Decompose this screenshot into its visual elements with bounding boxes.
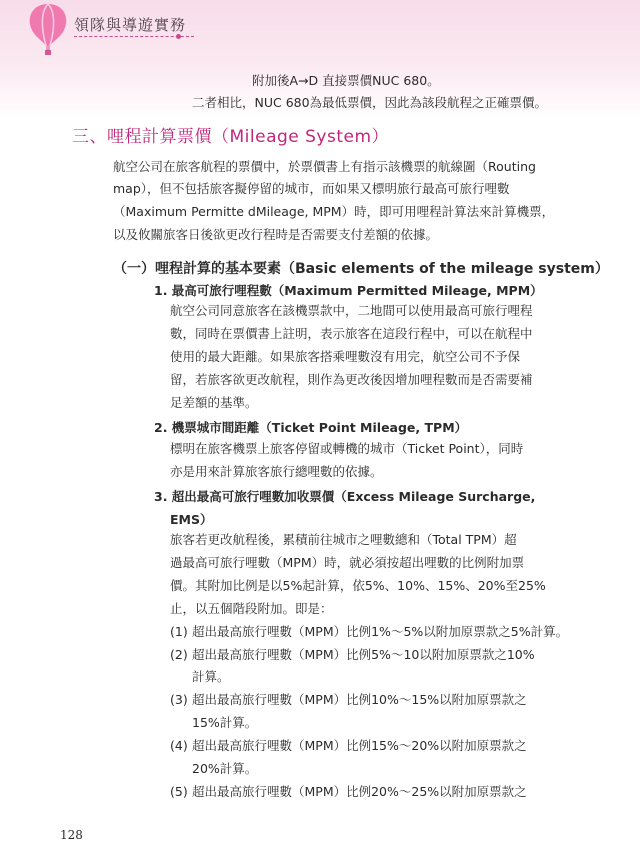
item-1-line-3: 使用的最大距離。如果旅客搭乘哩數沒有用完，航空公司不予保	[170, 349, 521, 364]
list-item-4-line-2: 20%計算。	[192, 761, 258, 776]
list-num-5: (5)	[170, 784, 188, 799]
list-item-3-line-1: 超出最高旅行哩數（MPM）比例10%～15%以附加原票款之	[192, 692, 527, 707]
item-3-line-4: 止，以五個階段附加。即是：	[170, 601, 333, 616]
intro-line-3: （Maximum Permitte dMileage, MPM）時，即可用哩程計算法來計算機票，	[113, 204, 555, 219]
list-item-4-line-1: 超出最高旅行哩數（MPM）比例15%～20%以附加原票款之	[192, 738, 527, 753]
list-item-3-line-2: 15%計算。	[192, 715, 258, 730]
intro-line-1: 航空公司在旅客航程的票價中，於票價書上有指示該機票的航線圖（Routing	[113, 159, 536, 174]
item-3-line-2: 過最高可旅行哩數（MPM）時，就必須按超出哩數的比例附加票	[170, 555, 525, 570]
list-num-1: (1)	[170, 624, 188, 639]
item-1-line-4: 留，若旅客欲更改航程，則作為更改後因增加哩程數而是否需要補	[170, 372, 533, 387]
item-1-title: 1. 最高可旅行哩程數（Maximum Permitted Mileage, MPM）	[154, 283, 543, 298]
top-line-1: 附加後A→D 直接票價NUC 680。	[252, 73, 440, 88]
subsection-title: （一）哩程計算的基本要素（Basic elements of the mileage system）	[113, 261, 609, 277]
list-num-2: (2)	[170, 647, 188, 662]
item-3-line-3: 價。其附加比例是以5%起計算，依5%、10%、15%、20%至25%	[170, 578, 546, 593]
list-item-1-line-1: 超出最高旅行哩數（MPM）比例1%～5%以附加原票款之5%計算。	[192, 624, 569, 639]
top-line-2: 二者相比，NUC 680為最低票價，因此為該段航程之正確票價。	[192, 95, 548, 110]
list-item-5-line-1: 超出最高旅行哩數（MPM）比例20%～25%以附加原票款之	[192, 784, 527, 799]
list-num-4: (4)	[170, 738, 188, 753]
item-3-line-1: 旅客若更改航程後，累積前往城市之哩數總和（Total TPM）超	[170, 532, 517, 547]
item-2-line-1: 標明在旅客機票上旅客停留或轉機的城市（Ticket Point），同時	[170, 441, 524, 456]
page-number: 128	[60, 828, 83, 842]
intro-line-4: 以及攸關旅客日後欲更改行程時是否需要支付差額的依據。	[113, 227, 439, 242]
list-num-3: (3)	[170, 692, 188, 707]
item-3-title-cont: EMS）	[170, 512, 213, 527]
book-title: 領隊與導遊實務	[74, 16, 187, 34]
item-2-title: 2. 機票城市間距離（Ticket Point Mileage, TPM）	[154, 420, 468, 435]
list-item-2-line-1: 超出最高旅行哩數（MPM）比例5%～10以附加原票款之10%	[192, 647, 535, 662]
intro-line-2: map），但不包括旅客擬停留的城市，而如果又標明旅行最高可旅行哩數	[113, 181, 510, 196]
hot-air-balloon-icon	[18, 0, 78, 60]
item-1-line-1: 航空公司同意旅客在該機票款中，二地間可以使用最高可旅行哩程	[170, 303, 533, 318]
list-item-2-line-2: 計算。	[192, 669, 230, 684]
item-1-line-5: 足差額的基準。	[170, 395, 258, 410]
item-3-title: 3. 超出最高可旅行哩數加收票價（Excess Mileage Surcharge,	[154, 489, 536, 504]
item-1-line-2: 數，同時在票價書上註明，表示旅客在這段行程中，可以在航程中	[170, 326, 533, 341]
item-2-line-2: 亦是用來計算旅客旅行總哩數的依據。	[170, 464, 383, 479]
section-title: 三、哩程計算票價（Mileage System）	[72, 127, 390, 147]
header-dot	[176, 34, 181, 39]
